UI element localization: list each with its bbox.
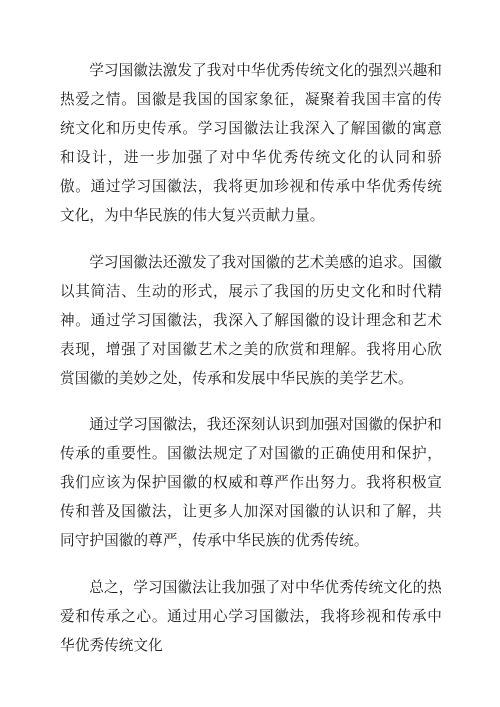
paragraph-4: 总之，学习国徽法让我加强了对中华优秀传统文化的热爱和传承之心。通过用心学习国徽法，我将珍视和传承中华优秀传统文化 [60, 578, 442, 654]
document-body [60, 56, 442, 677]
paragraph-1: 学习国徽法激发了我对中华优秀传统文化的强烈兴趣和热爱之情。国徽是我国的国家象征，凝聚着我国丰富的传统文化和历史传承。学习国徽法让我深入了解国徽的寓意和设计，进一步加强了对中华优秀传统文化的认同和骄傲。通过学习国徽法，我将更加珍视和传承中华优秀传统文化，为中华民族的伟大复兴贡献力量。 [60, 62, 442, 225]
paragraph-2: 学习国徽法还激发了我对国徽的艺术美感的追求。国徽以其简洁、生动的形式，展示了我国的历史文化和时代精神。通过学习国徽法，我深入了解国徽的设计理念和艺术表现，增强了对国徽艺术之美的欣赏和理解。我将用心欣赏国徽的美妙之处，传承和发展中华民族的美学艺术。 [60, 253, 442, 387]
paragraph-3: 通过学习国徽法，我还深刻认识到加强对国徽的保护和传承的重要性。国徽法规定了对国徽的正确使用和保护，我们应该为保护国徽的权威和尊严作出努力。我将积极宣传和普及国徽法，让更多人加深对国徽的认识和了解，共同守护国徽的尊严，传承中华民族的优秀传统。 [60, 416, 442, 550]
